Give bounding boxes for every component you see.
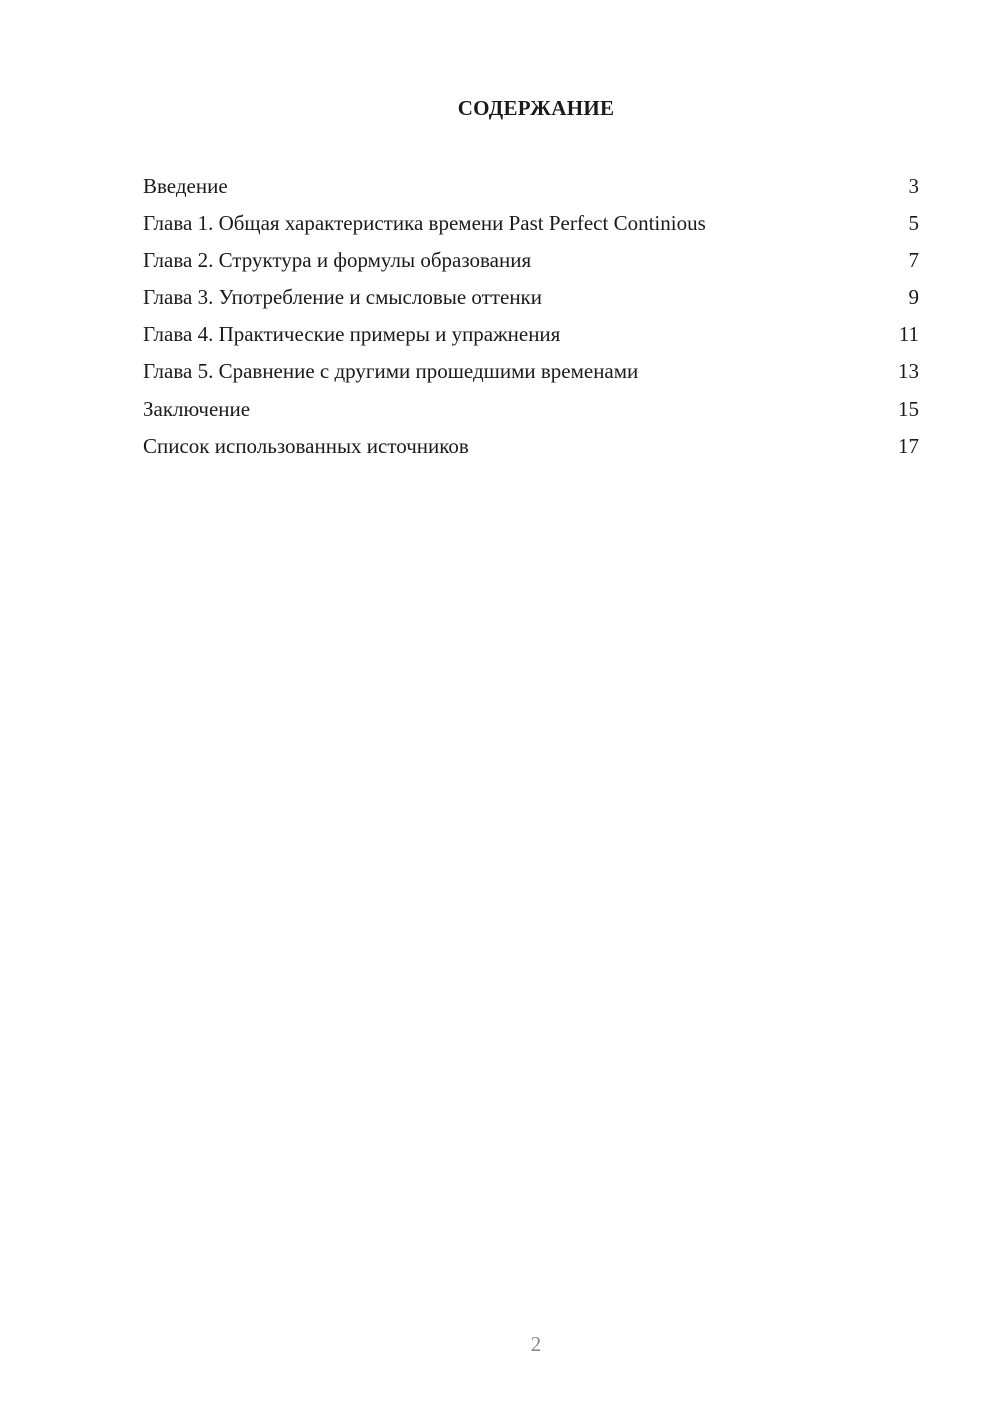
toc-entry-introduction [143, 168, 919, 205]
toc-entry-page: 3 [908, 174, 919, 198]
toc-entry-label: Глава 3. Употребление и смысловые оттенки [143, 285, 542, 310]
toc-entry-references [143, 428, 919, 465]
toc-entry-chapter-4 [143, 316, 919, 353]
toc-entry-label: Глава 2. Структура и формулы образования [143, 248, 532, 273]
toc-heading: СОДЕРЖАНИЕ [457, 96, 615, 120]
toc-entry-label: Список использованных источников [143, 433, 469, 458]
toc-entry-page: 9 [908, 285, 919, 310]
toc-entry-label: Глава 5. Сравнение с другими прошедшими временами [143, 359, 639, 384]
toc-entry-label: Глава 4. Практические примеры и упражнения [143, 322, 561, 347]
toc-entry-chapter-3 [143, 279, 919, 316]
toc-entry-page: 7 [908, 248, 919, 273]
toc-entry-page: 15 [898, 396, 919, 421]
toc-entry-page: 13 [898, 359, 919, 384]
toc-entry-page: 17 [898, 433, 919, 458]
page-number: 2 [530, 1332, 542, 1356]
toc-entry-chapter-2 [143, 242, 919, 279]
toc-entry-chapter-5 [143, 353, 919, 390]
toc-entry-chapter-1 [143, 205, 919, 242]
toc-entry-page: 5 [908, 211, 919, 236]
toc-entry-label: Заключение [143, 396, 251, 421]
table-of-contents [143, 168, 919, 465]
toc-entry-page: 11 [898, 322, 919, 347]
toc-entry-conclusion [143, 391, 919, 428]
toc-entry-label: Введение [143, 174, 228, 198]
toc-entry-label: Глава 1. Общая характеристика времени Past Perfect Continious [143, 211, 706, 236]
